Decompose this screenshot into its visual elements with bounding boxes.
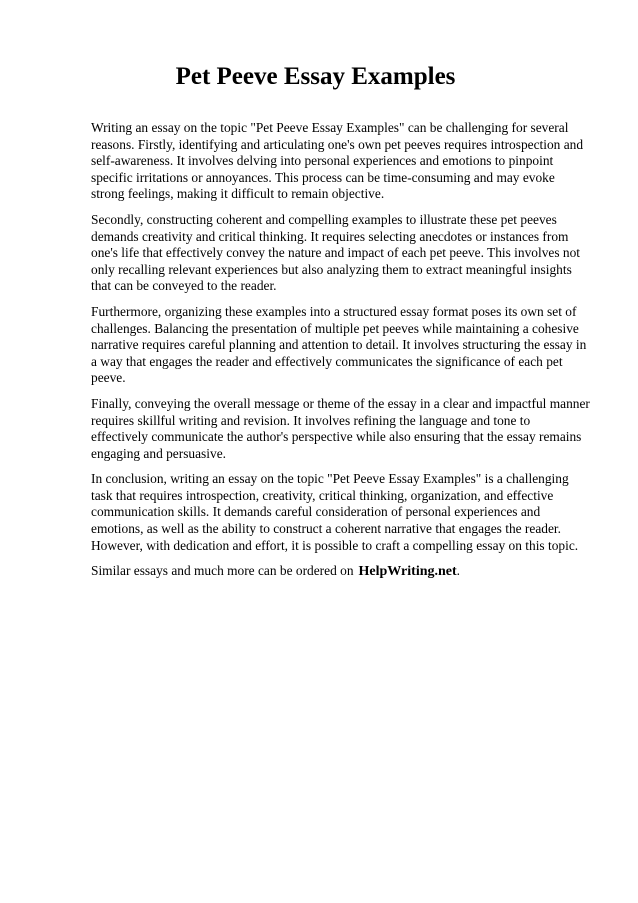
document-title: Pet Peeve Essay Examples <box>175 63 456 90</box>
paragraph-5: In conclusion, writing an essay on the topic "Pet Peeve Essay Examples" is a challenging task that requires introspection, creativity, critical thinking, organization, and effective communication skills. It demands careful consideration of personal experiences and emotions, as well as the ability to construct a coherent narrative that engages the reader. However, with dedication and effort, it is possible to craft a compelling essay on this topic. <box>91 471 579 553</box>
paragraph-3: Furthermore, organizing these examples into a structured essay format poses its own set of challenges. Balancing the presentation of multiple pet peeves while maintaining a cohesive narrative requires careful planning and attention to detail. It involves structuring the essay in a way that engages the reader and effectively communicates the significance of each pet peeve. <box>91 303 587 386</box>
closing-line <box>91 563 590 581</box>
closing-period: . <box>456 563 461 579</box>
paragraph-2: Secondly, constructing coherent and compelling examples to illustrate these pet peeves demands creativity and critical thinking. It requires selecting anecdotes or instances from one's life that effectively convey the nature and impact of each pet peeve. This involves not only recalling relevant experiences but also analyzing them to extract meaningful insights that can be conveyed to the reader. <box>91 211 581 294</box>
paragraph-1: Writing an essay on the topic "Pet Peeve Essay Examples" can be challenging for several reasons. Firstly, identifying and articulating one's own pet peeves requires introspection and self-awareness. It involves delving into personal experiences and emotions to pinpoint specific irritations or annoyances. This process can be time-consuming and may evoke strong feelings, making it difficult to remain objective. <box>91 120 584 202</box>
helpwriting-link[interactable]: HelpWriting.net <box>358 564 457 580</box>
closing-text: Similar essays and much more can be ordered on <box>91 563 354 579</box>
paragraph-4: Finally, conveying the overall message or theme of the essay in a clear and impactful manner requires skillful writing and revision. It involves refining the language and tone to effectively communicate the author's perspective while also ensuring that the essay remains engaging and persuasive. <box>91 395 590 461</box>
